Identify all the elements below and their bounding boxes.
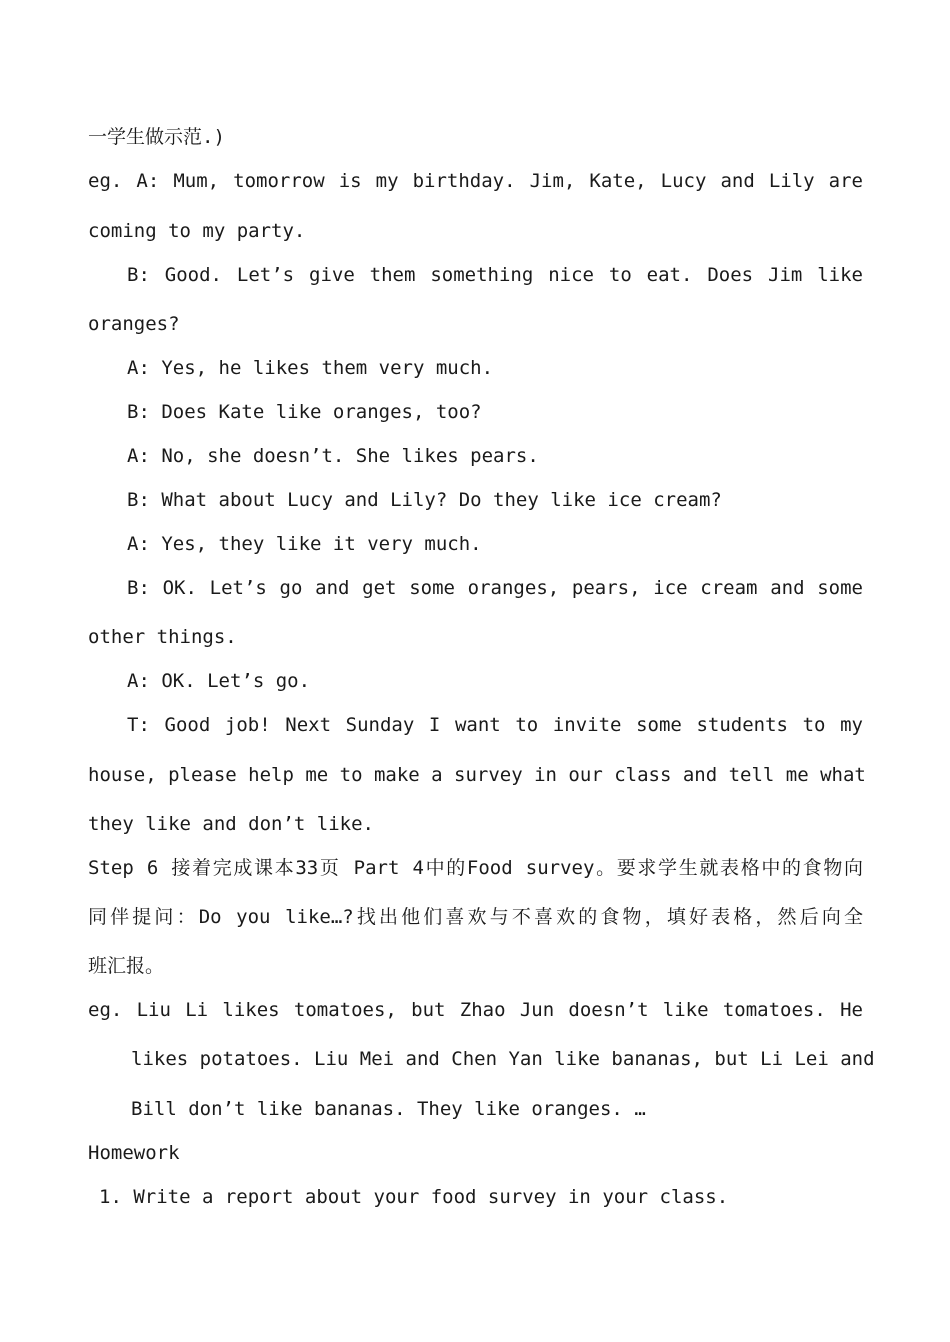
section-heading: Homework xyxy=(88,1142,180,1164)
text-line: A: Yes, they like it very much. xyxy=(127,533,482,555)
text-line: other things. xyxy=(88,626,237,648)
text-line: 班汇报。 xyxy=(88,955,165,977)
text-line: A: OK. Let’s go. xyxy=(127,670,311,692)
text-line: T: Good job! Next Sunday I want to invite some students to my xyxy=(127,714,863,736)
text-line: coming to my party. xyxy=(88,220,306,242)
text-line: B: OK. Let’s go and get some oranges, pears, ice cream and some xyxy=(127,577,863,599)
text-line: 一学生做示范.) xyxy=(88,126,225,148)
list-item: 1. Write a report about your food survey in your class. xyxy=(99,1186,729,1208)
text-line: they like and don’t like. xyxy=(88,813,374,835)
text-line: B: What about Lucy and Lily? Do they like ice cream? xyxy=(127,489,722,511)
text-line: Step 6 接着完成课本33页 Part 4中的Food survey。要求学生就表格中的食物向 xyxy=(88,857,863,879)
text-line: B: Does Kate like oranges, too? xyxy=(127,401,482,423)
text-line: 同伴提问：Do you like…?找出他们喜欢与不喜欢的食物，填好表格，然后向全 xyxy=(88,906,863,928)
text-line: eg. Liu Li likes tomatoes, but Zhao Jun doesn’t like tomatoes. He xyxy=(88,999,863,1021)
text-line: Bill don’t like bananas. They like oranges. … xyxy=(131,1098,646,1120)
text-line: A: Yes, he likes them very much. xyxy=(127,357,494,379)
text-line: eg. A: Mum, tomorrow is my birthday. Jim, Kate, Lucy and Lily are xyxy=(88,170,863,192)
text-line: A: No, she doesn’t. She likes pears. xyxy=(127,445,539,467)
text-line: likes potatoes. Liu Mei and Chen Yan like bananas, but Li Lei and xyxy=(131,1048,875,1070)
text-line: oranges? xyxy=(88,313,180,335)
text-line: B: Good. Let’s give them something nice to eat. Does Jim like xyxy=(127,264,863,286)
text-line: house, please help me to make a survey in our class and tell me what xyxy=(88,764,866,786)
